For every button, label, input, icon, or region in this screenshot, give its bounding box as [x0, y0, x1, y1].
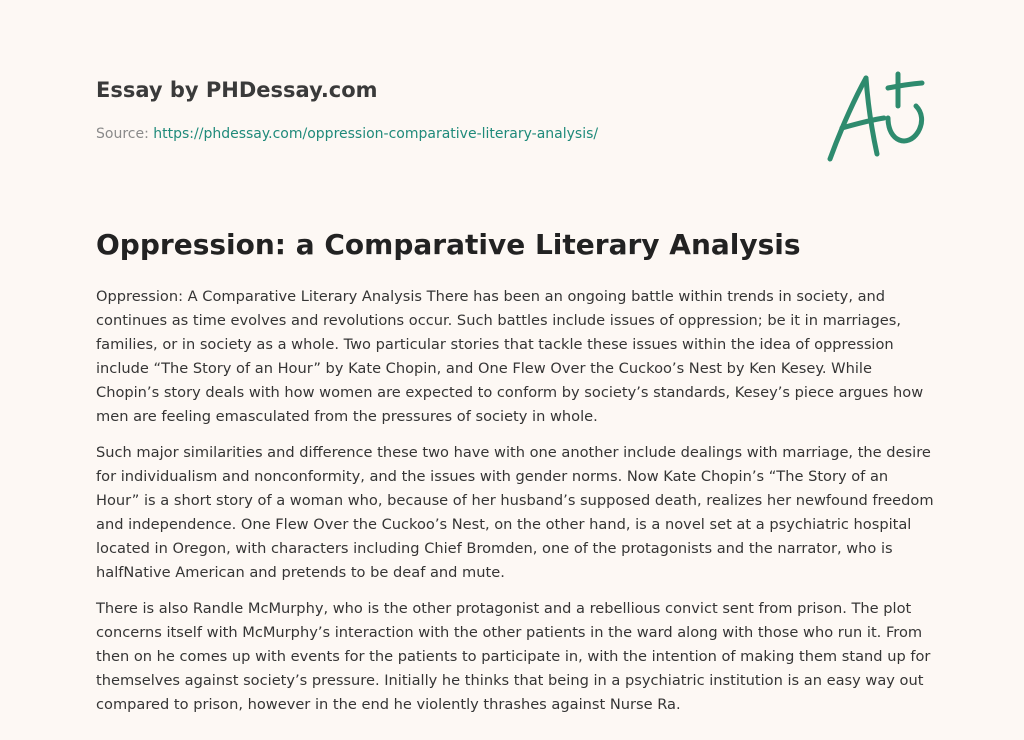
source-line [96, 124, 598, 144]
essay-header [96, 76, 796, 142]
essay-paragraph: Such major similarities and difference these two have with one another include dealings with marriage, the desire for individualism and nonconformity, and the issues with gender norms. Now Kate Chopin’s “The Story of an Hour” is a short story of a woman who, because of her husband’s supposed death, realizes her newfound freedom and independence. One Flew Over the Cuckoo’s Nest, on the other hand, is a novel set at a psychiatric hospital located in Oregon, with characters including Chief Bromden, one of the protagonists and the narrator, who is halfNative American and pretends to be deaf and mute. [96, 444, 934, 581]
a-plus-logo-icon [822, 66, 932, 166]
a-plus-logo-icon-svg [822, 66, 932, 166]
source-link[interactable]: https://phdessay.com/oppression-comparative-literary-analysis/ [153, 126, 599, 142]
essay-title: Oppression: a Comparative Literary Analysis [96, 228, 801, 261]
essay-body [96, 285, 936, 729]
source-label: Source: [96, 126, 154, 142]
essay-paragraph: There is also Randle McMurphy, who is the other protagonist and a rebellious convict sent from prison. The plot concerns itself with McMurphy’s interaction with the other patients in the ward along with those who run it. From then on he comes up with events for the patients to participate in, with the intention of making them stand up for themselves against society’s pressure. Initially he thinks that being in a psychiatric institution is an easy way out compared to prison, however in the end he violently thrashes against Nurse Ra. [96, 600, 931, 713]
brand-title: Essay by PHDessay.com [96, 78, 378, 102]
essay-paragraph: Oppression: A Comparative Literary Analysis There has been an ongoing battle within trends in society, and continues as time evolves and revolutions occur. Such battles include issues of oppression; be it in marriages, families, or in society as a whole. Two particular stories that tackle these issues within the idea of oppression include “The Story of an Hour” by Kate Chopin, and One Flew Over the Cuckoo’s Nest by Ken Kesey. While Chopin’s story deals with how women are expected to conform by society’s standards, Kesey’s piece argues how men are feeling emasculated from the pressures of society in whole. [96, 288, 924, 425]
